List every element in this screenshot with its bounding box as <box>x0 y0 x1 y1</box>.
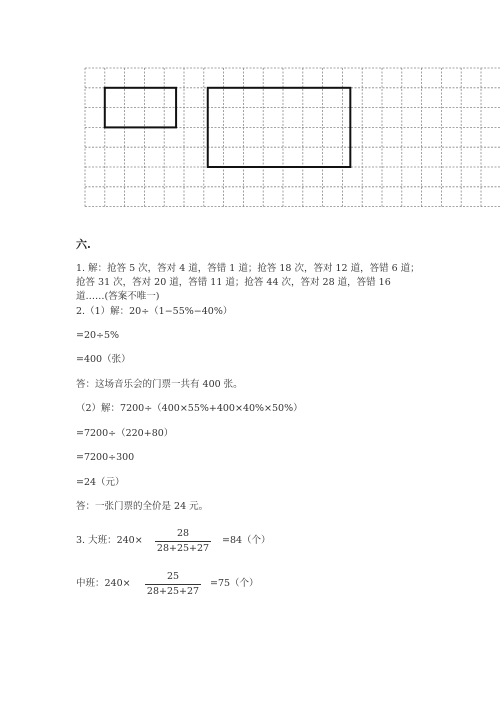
q3-mid-result: =75（个） <box>210 578 259 589</box>
q3-mid-prefix: 中班：240× <box>76 578 131 589</box>
q2-part1-result: =400（张） <box>76 354 131 365</box>
q3-mid-denominator: 28+25+27 <box>146 586 200 597</box>
q2-part1-answer: 答：这场音乐会的门票一共有 400 张。 <box>76 379 243 390</box>
fraction-bar <box>145 584 201 585</box>
q3-big-fraction <box>155 528 211 555</box>
q3-big-prefix: 3. 大班：240× <box>76 535 143 546</box>
q1-line2: 抢答 31 次，答对 20 道，答错 11 道；抢答 44 次，答对 28 道，答错 16 <box>76 277 391 288</box>
q3-mid-fraction <box>145 571 201 598</box>
q2-part2-step1: =7200÷（220+80） <box>76 428 174 439</box>
small-rectangle <box>105 88 176 128</box>
q1-line1: 1. 解：抢答 5 次，答对 4 道，答错 1 道；抢答 18 次，答对 12 道，答错 6 道； <box>76 263 420 274</box>
q2-part1-solve: 2.（1）解：20÷（1−55%−40%） <box>76 306 233 317</box>
q3-big-result: =84（个） <box>222 535 271 546</box>
q1-line3: 道……(答案不唯一) <box>76 291 160 302</box>
q3-mid-numerator: 25 <box>166 571 180 582</box>
q2-part2-step2: =7200÷300 <box>76 452 135 463</box>
section-heading: 六. <box>76 238 91 251</box>
q2-part1-step1: =20÷5% <box>76 330 120 341</box>
q3-big-numerator: 28 <box>176 528 190 539</box>
q2-part2-result: =24（元） <box>76 477 125 488</box>
q2-part2-solve: （2）解：7200÷（400×55%+400×40%×50%） <box>76 403 303 414</box>
q3-big-denominator: 28+25+27 <box>156 543 210 554</box>
fraction-bar <box>155 541 211 542</box>
q2-part2-answer: 答：一张门票的全价是 24 元。 <box>76 501 209 512</box>
grid-figure <box>0 0 500 230</box>
